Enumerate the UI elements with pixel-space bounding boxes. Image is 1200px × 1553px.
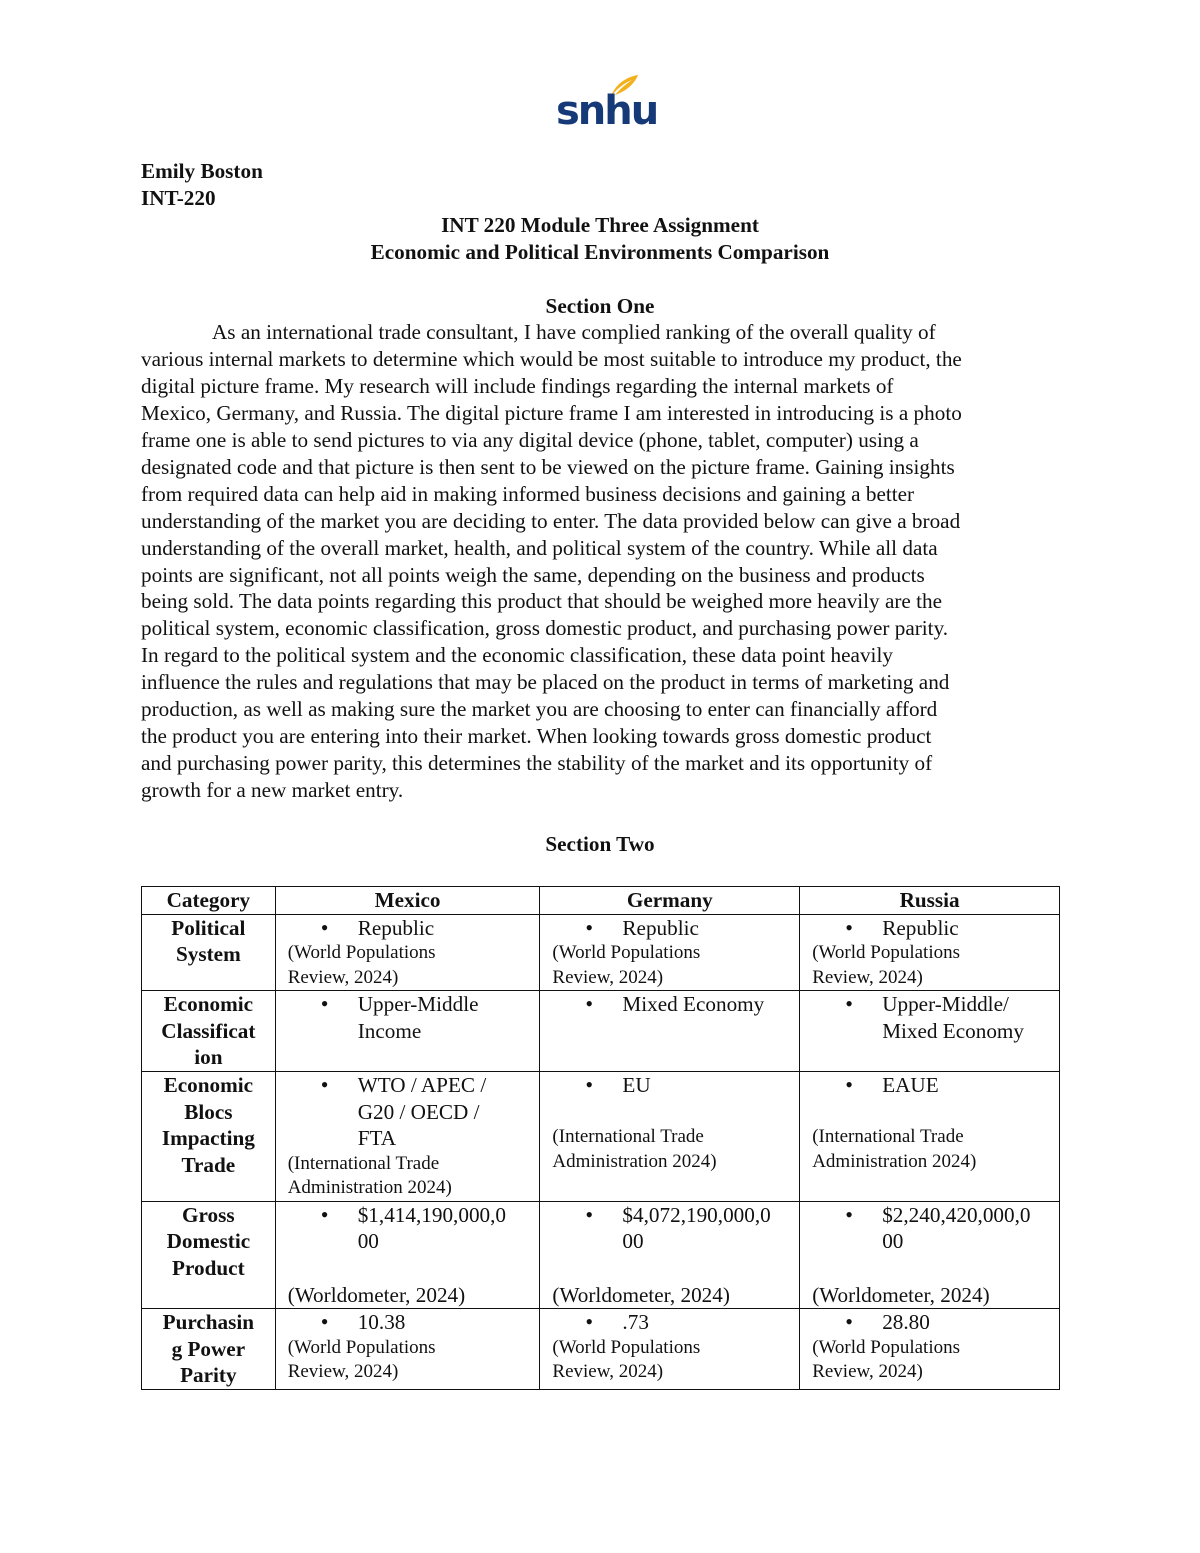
cell-source: (World Populations — [812, 942, 961, 964]
cell-bullet: • Upper-Middle Income — [288, 991, 535, 1044]
section-two-heading: Section Two — [545, 831, 655, 856]
paragraph-line: the product you are entering into their market. When looking towards gross domestic product — [141, 724, 932, 749]
course-code: INT-220 — [141, 185, 216, 210]
cell-source: (Worldometer, 2024) — [552, 1282, 730, 1307]
table-cell — [540, 1071, 800, 1201]
table-cell — [275, 1309, 540, 1390]
cell-bullet: • $2,240,420,000,0 00 — [812, 1202, 1054, 1255]
cell-bullet: • 10.38 — [288, 1309, 535, 1336]
cell-source: (World Populations — [287, 1336, 436, 1358]
table-row — [142, 1071, 1060, 1201]
cell-bullet: • Republic — [552, 915, 794, 942]
paragraph-line: from required data can help aid in making informed business decisions and gaining a better — [141, 481, 915, 506]
snhu-logo — [556, 74, 658, 134]
cell-bullet: • WTO / APEC / G20 / OECD / FTA — [288, 1072, 535, 1152]
column-header: Category — [142, 887, 276, 915]
cell-bullet: • EAUE — [812, 1072, 1054, 1099]
paragraph-line: understanding of the market you are deciding to enter. The data provided below can give a broad — [141, 508, 961, 533]
row-category: Gross Domestic Product — [142, 1201, 276, 1308]
paragraph-line: As an international trade consultant, I have complied ranking of the overall quality of — [212, 320, 936, 345]
cell-bullet: • Upper-Middle/ Mixed Economy — [812, 991, 1054, 1044]
cell-source: Administration 2024) — [287, 1177, 452, 1199]
table-cell — [275, 914, 540, 991]
paragraph-line: growth for a new market entry. — [141, 777, 404, 802]
table-cell — [800, 1071, 1060, 1201]
cell-source: (Worldometer, 2024) — [812, 1282, 990, 1307]
table-cell — [275, 1071, 540, 1201]
cell-bullet: • Republic — [288, 915, 535, 942]
cell-bullet: • .73 — [552, 1309, 794, 1336]
cell-source: (World Populations — [812, 1336, 961, 1358]
paragraph-line: Mexico, Germany, and Russia. The digital picture frame I am interested in introducing is a photo — [141, 401, 962, 426]
document-body — [141, 158, 1059, 858]
paragraph-line: digital picture frame. My research will include findings regarding the internal markets of — [141, 374, 894, 399]
cell-source: (International Trade — [812, 1126, 964, 1148]
column-header: Russia — [800, 887, 1060, 915]
table-row — [142, 1201, 1060, 1308]
cell-source: Review, 2024) — [287, 966, 399, 988]
cell-source: Review, 2024) — [812, 1361, 923, 1383]
cell-bullet: • EU — [552, 1072, 794, 1099]
paragraph-line: influence the rules and regulations that may be placed on the product in terms of marketing and — [141, 670, 950, 695]
table-cell — [800, 1309, 1060, 1390]
cell-bullet: • Mixed Economy — [552, 991, 794, 1018]
paragraph-line: frame one is able to send pictures to via any digital device (phone, tablet, computer) using a — [141, 428, 919, 453]
table-cell — [275, 991, 540, 1072]
cell-source: Review, 2024) — [287, 1361, 399, 1383]
logo-wordmark: snhu — [556, 88, 658, 134]
cell-source: (World Populations — [552, 1336, 701, 1358]
table-row — [142, 991, 1060, 1072]
table-row — [142, 914, 1060, 991]
cell-source: (International Trade — [552, 1126, 704, 1148]
table-cell — [275, 1201, 540, 1308]
cell-source: Review, 2024) — [552, 966, 664, 988]
cell-source: Administration 2024) — [552, 1150, 717, 1172]
paragraph-line: various internal markets to determine which would be most suitable to introduce my product, the — [141, 347, 962, 372]
cell-source: (Worldometer, 2024) — [287, 1282, 466, 1307]
cell-bullet: • 28.80 — [812, 1309, 1054, 1336]
row-category: Political System — [142, 914, 276, 991]
section-one-heading: Section One — [545, 293, 655, 318]
comparison-table — [141, 886, 1060, 1390]
table-cell — [800, 914, 1060, 991]
paragraph-line: and purchasing power parity, this determines the stability of the market and its opportunity of — [141, 750, 933, 775]
table-cell — [540, 1309, 800, 1390]
document-title: INT 220 Module Three Assignment — [441, 212, 759, 237]
row-category: Economic Classificat ion — [142, 991, 276, 1072]
author-name: Emily Boston — [141, 159, 263, 183]
table-cell — [800, 1201, 1060, 1308]
column-header: Mexico — [275, 887, 540, 915]
cell-bullet: • $4,072,190,000,0 00 — [552, 1202, 794, 1255]
table-header-row — [142, 887, 1060, 915]
paragraph-line: being sold. The data points regarding this product that should be weighed more heavily are the — [141, 589, 942, 614]
table-cell — [800, 991, 1060, 1072]
cell-source: (World Populations — [287, 942, 436, 964]
cell-source: Review, 2024) — [552, 1361, 664, 1383]
paragraph-line: points are significant, not all points weigh the same, depending on the business and products — [141, 562, 925, 587]
cell-bullet: • Republic — [812, 915, 1054, 942]
cell-source: (World Populations — [552, 942, 701, 964]
paragraph-line: production, as well as making sure the market you are choosing to enter can financially afford — [141, 697, 938, 722]
cell-source: Review, 2024) — [812, 966, 923, 988]
cell-source: (International Trade — [287, 1152, 440, 1174]
document-subtitle: Economic and Political Environments Comparison — [370, 239, 830, 264]
cell-bullet: • $1,414,190,000,0 00 — [288, 1202, 535, 1255]
row-category: Purchasin g Power Parity — [142, 1309, 276, 1390]
table-cell — [540, 1201, 800, 1308]
paragraph-line: designated code and that picture is then sent to be viewed on the picture frame. Gaining insights — [141, 454, 955, 479]
section-one-paragraph — [141, 319, 1059, 803]
paragraph-line: political system, economic classification, gross domestic product, and purchasing power parity. — [141, 616, 949, 641]
table-row — [142, 1309, 1060, 1390]
cell-source: Administration 2024) — [812, 1150, 977, 1172]
table-cell — [540, 991, 800, 1072]
paragraph-line: In regard to the political system and the economic classification, these data point heavily — [141, 643, 893, 668]
paragraph-line: understanding of the overall market, health, and political system of the country. While all data — [141, 535, 938, 560]
column-header: Germany — [540, 887, 800, 915]
table-cell — [540, 914, 800, 991]
row-category: Economic Blocs Impacting Trade — [142, 1071, 276, 1201]
